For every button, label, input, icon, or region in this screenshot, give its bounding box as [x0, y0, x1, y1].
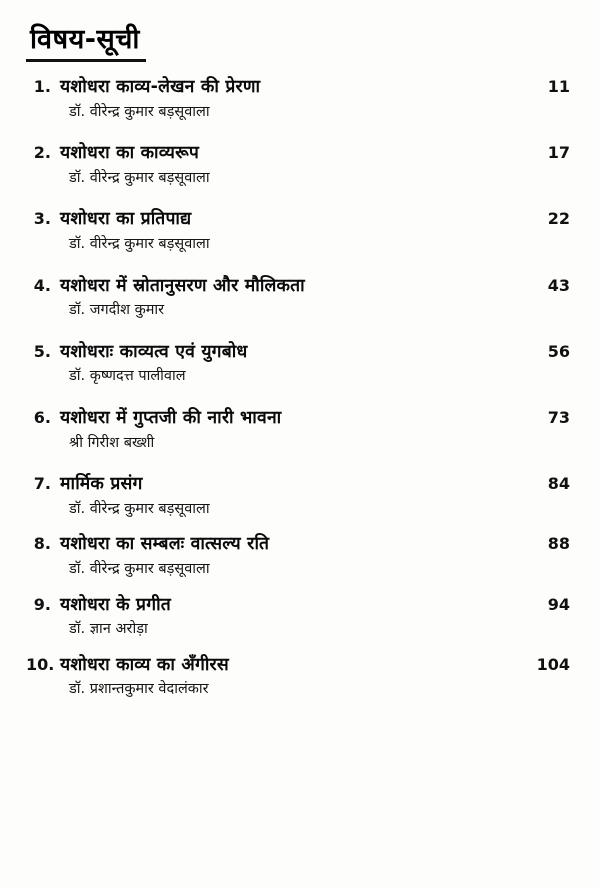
toc-entry-number: 3.	[33, 209, 51, 229]
toc-entry-page: 104	[536, 654, 570, 674]
toc-entry-main	[26, 473, 570, 497]
toc-entry-number: 2.	[33, 143, 51, 163]
toc-entry-main	[26, 533, 570, 557]
toc-entry-title[interactable]: यशोधराः काव्यत्व एवं युगबोध	[60, 341, 248, 362]
toc-entry-page: 56	[547, 341, 570, 361]
toc-entry-page: 88	[547, 534, 570, 554]
toc-entry[interactable]	[26, 473, 570, 519]
toc-entry-title[interactable]: यशोधरा के प्रगीत	[60, 594, 171, 615]
toc-entry-main	[26, 208, 570, 232]
toc-entry-page: 22	[547, 209, 570, 229]
toc-entry-author: डॉ. जगदीश कुमार	[69, 302, 165, 319]
toc-entry[interactable]	[26, 407, 570, 453]
toc-entry-author: डॉ. प्रशान्तकुमार वेदालंकार	[69, 681, 209, 698]
toc-entry-number: 1.	[33, 77, 51, 97]
toc-entry[interactable]	[26, 142, 570, 188]
toc-entry-page: 84	[547, 474, 570, 494]
toc-entry-page: 43	[547, 275, 570, 295]
toc-entry[interactable]	[26, 654, 570, 700]
toc-entry-page: 94	[547, 594, 570, 614]
page-title-block	[26, 22, 570, 62]
toc-entry-title[interactable]: यशोधरा में गुप्तजी की नारी भावना	[60, 407, 282, 428]
toc-entry-author: डॉ. वीरेन्द्र कुमार बड़सूवाला	[69, 500, 210, 517]
toc-entry-author: डॉ. कृष्णदत्त पालीवाल	[69, 368, 186, 385]
toc-entry-author: डॉ. ज्ञान अरोड़ा	[69, 621, 148, 638]
toc-entry-title[interactable]: यशोधरा काव्य-लेखन की प्रेरणा	[60, 77, 261, 98]
toc-entry-page: 11	[547, 77, 570, 97]
toc-entry-number: 7.	[33, 474, 51, 494]
toc-entry-number: 9.	[33, 594, 51, 614]
toc-entry-number: 4.	[33, 275, 51, 295]
toc-entry-main	[26, 341, 570, 365]
toc-entry-title[interactable]: यशोधरा का काव्यरूप	[60, 143, 200, 164]
toc-entry-author: श्री गिरीश बख्शी	[69, 434, 155, 451]
toc-entry-main	[26, 654, 570, 678]
toc-entry-author: डॉ. वीरेन्द्र कुमार बड़सूवाला	[69, 103, 210, 120]
page-title: विषय-सूची	[26, 22, 146, 62]
toc-entry-main	[26, 407, 570, 431]
toc-entry[interactable]	[26, 208, 570, 254]
toc-entry-title[interactable]: यशोधरा का सम्बलः वात्सल्य रति	[60, 534, 270, 555]
toc-entry-main	[26, 275, 570, 299]
toc-entry-title[interactable]: यशोधरा का प्रतिपाद्य	[60, 209, 192, 230]
toc-entry-author: डॉ. वीरेन्द्र कुमार बड़सूवाला	[69, 169, 210, 186]
toc-entry-author: डॉ. वीरेन्द्र कुमार बड़सूवाला	[69, 560, 210, 577]
toc-entry[interactable]	[26, 533, 570, 579]
toc-entry[interactable]	[26, 76, 570, 122]
toc-entry-number: 10.	[26, 654, 55, 674]
toc-entry-title[interactable]: यशोधरा में स्रोतानुसरण और मौलिकता	[60, 275, 305, 296]
toc-entry-main	[26, 594, 570, 618]
toc-entry-title[interactable]: यशोधरा काव्य का अँगीरस	[60, 654, 229, 675]
toc-entry[interactable]	[26, 341, 570, 387]
toc-entry-number: 6.	[33, 407, 51, 427]
toc-entry[interactable]	[26, 594, 570, 640]
toc-entry-number: 8.	[33, 534, 51, 554]
toc-list	[26, 76, 570, 700]
toc-entry[interactable]	[26, 275, 570, 321]
toc-entry-author: डॉ. वीरेन्द्र कुमार बड़सूवाला	[69, 236, 210, 253]
toc-entry-main	[26, 142, 570, 166]
toc-entry-title[interactable]: मार्मिक प्रसंग	[60, 474, 143, 495]
toc-entry-page: 73	[547, 407, 570, 427]
toc-entry-page: 17	[547, 143, 570, 163]
toc-entry-main	[26, 76, 570, 100]
toc-entry-number: 5.	[33, 341, 51, 361]
